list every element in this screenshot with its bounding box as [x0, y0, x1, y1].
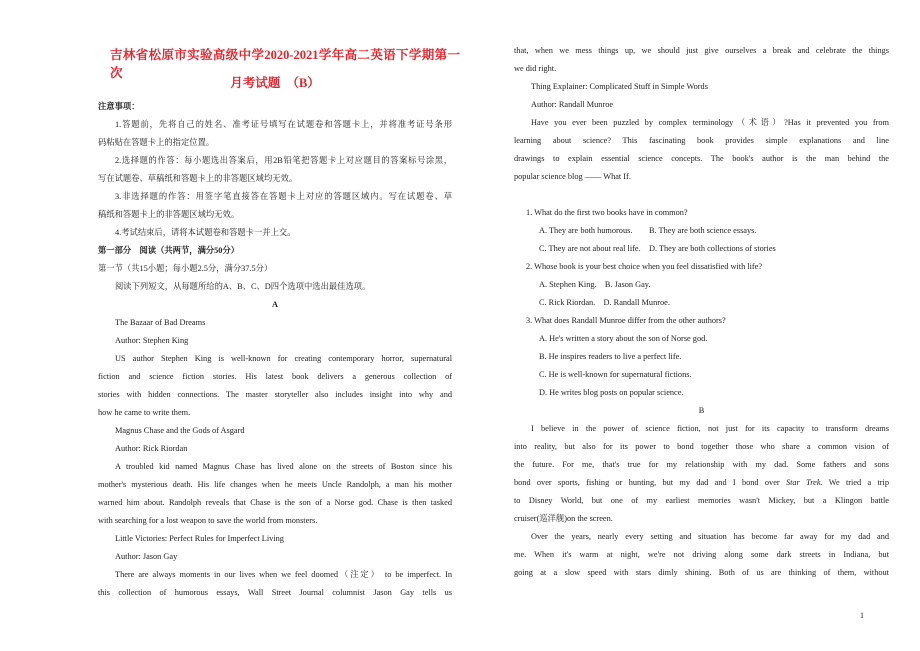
left-text-line: 注意事项： [98, 102, 140, 111]
left-text-line: There are always moments in our lives when we feel doomed（注定） to be imperfect. In [115, 570, 452, 579]
left-text-line: how he came to write them. [98, 408, 191, 417]
left-text-line: A [272, 300, 278, 309]
right-text-line: the future. For me, that's true for my relationship with my dad. Some fathers and sons [514, 460, 889, 469]
left-text-line: 第一节（共15小题；每小题2.5分，满分37.5分） [98, 264, 273, 273]
right-text-line: C. He is well-known for supernatural fictions. [539, 370, 692, 379]
left-text-line: warned him about. Randolph reveals that Chase is the son of a Norse god. Chase is then tasked [98, 498, 452, 507]
exam-title-line-1: 吉林省松原市实验高级中学2020-2021学年高二英语下学期第一次 [110, 48, 460, 80]
right-text-line: 1. What do the first two books have in common? [526, 208, 688, 217]
left-text-line: 3.非选择题的作答：用签字笔直接答在答题卡上对应的答题区域内。写在试题卷、草 [115, 192, 452, 201]
left-text-line: The Bazaar of Bad Dreams [115, 318, 206, 327]
right-text-line: drawings to explain essential science concepts. The book's author is the man behind the [514, 154, 889, 163]
left-text-line: 写在试题卷、草稿纸和答题卡上的非答题区域均无效。 [98, 174, 298, 183]
left-text-line: 阅读下列短文，从每题所给的A、B、C、D四个选项中选出最佳选项。 [115, 282, 371, 291]
right-text-line: Thing Explainer: Complicated Stuff in Simple Words [531, 82, 708, 91]
right-text-line: C. Rick Riordan. D. Randall Munroe. [539, 298, 670, 307]
right-text-line: into reality, but also for its power to bond together those who share a common vision of [514, 442, 889, 451]
right-text-line: to Disney World, but one of my earliest memories wasn't Mickey, but a Klingon battle [514, 496, 889, 505]
right-text-line: cruiser(巡洋舰)on the screen. [514, 514, 613, 523]
right-text-line: B [698, 406, 705, 415]
left-text-line: Author: Rick Riordan [115, 444, 188, 453]
right-text-line: Over the years, nearly every setting and situation has become far away for my dad and [531, 532, 889, 541]
left-text-line: Author: Jason Gay [115, 552, 178, 561]
left-column [98, 98, 452, 602]
right-text-line: 2. Whose book is your best choice when you feel dissatisfied with life? [526, 262, 763, 271]
right-text-line: 3. What does Randall Munroe differ from the other authors? [526, 316, 726, 325]
title-star-trek: Star Trek [785, 478, 821, 487]
right-text-line: B. He inspires readers to live a perfect life. [539, 352, 682, 361]
right-text-line: popular science blog —— What If. [514, 172, 631, 181]
left-text-line: fiction and science fiction stories. His latest book delivers a generous collection of [98, 372, 452, 381]
right-text-line: bond over sports, fishing or hunting, but my dad and I bond over Star Trek. We tried a trip [514, 478, 889, 487]
left-text-line: with searching for a lost weapon to save the world from monsters. [98, 516, 318, 525]
right-column [514, 42, 889, 582]
left-text-line: 1.答题前，先将自己的姓名、准考证号填写在试题卷和答题卡上，并将准考证号条形 [115, 120, 452, 129]
left-text-line: 第一部分 阅读（共两节，满分50分） [98, 246, 240, 255]
right-text-line: D. He writes blog posts on popular science. [539, 388, 684, 397]
right-text-line: going at a slow speed with stars dimly shining. Both of us are thinking of them, without [514, 568, 889, 577]
left-text-line: 4.考试结束后，请将本试题卷和答题卡一并上交。 [115, 228, 296, 237]
left-text-line: Little Victories: Perfect Rules for Imperfect Living [115, 534, 284, 543]
left-text-line: A troubled kid named Magnus Chase has lived alone on the streets of Boston since his [115, 462, 452, 471]
right-text-line: A. Stephen King. B. Jason Gay. [539, 280, 651, 289]
left-text-line: mother's mysterious death. His life changes when he meets Uncle Randolph, a man his mother [98, 480, 452, 489]
left-text-line: 稿纸和答题卡上的非答题区域均无效。 [98, 210, 240, 219]
left-text-line: this collection of humorous essays, Wall Street Journal columnist Jason Gay tells us [98, 588, 452, 597]
page-number: 1 [860, 611, 864, 620]
left-text-line: 码粘贴在答题卡上的指定位置。 [98, 138, 215, 147]
left-text-line: Magnus Chase and the Gods of Asgard [115, 426, 245, 435]
left-text-line: US author Stephen King is well-known for creating contemporary horror, supernatural [115, 354, 452, 363]
right-text-line: A. He's written a story about the son of Norse god. [539, 334, 708, 343]
left-text-line: stories with hidden connections. The master storyteller also includes insight into why and [98, 390, 452, 399]
exam-title-line-2: 月考试题 （B） [230, 76, 320, 90]
right-text-line: that, when we mess things up, we should just give ourselves a break and celebrate the things [514, 46, 889, 55]
right-text-line: C. They are not about real life. D. They are both collections of stories [539, 244, 776, 253]
right-text-line: I believe in the power of science fiction, not just for its capacity to transform dreams [531, 424, 889, 433]
right-text-line: we did right. [514, 64, 557, 73]
right-text-line: Author: Randall Munroe [531, 100, 614, 109]
right-text-line [514, 186, 889, 204]
right-text-line: me. When it's warm at night, we're not driving along some dark streets in Indiana, but [514, 550, 889, 559]
left-text-line: Author: Stephen King [115, 336, 189, 345]
right-text-line: Have you ever been puzzled by complex terminology（术语）?Has it prevented you from [531, 118, 889, 127]
right-text-line: learning about science? This fascinating book provides simple explanations and line [514, 136, 889, 145]
right-text-line: A. They are both humorous. B. They are both science essays. [539, 226, 757, 235]
left-text-line: 2.选择题的作答：每小题选出答案后，用2B铅笔把答题卡上对应题目的答案标号涂黑， [115, 156, 452, 165]
